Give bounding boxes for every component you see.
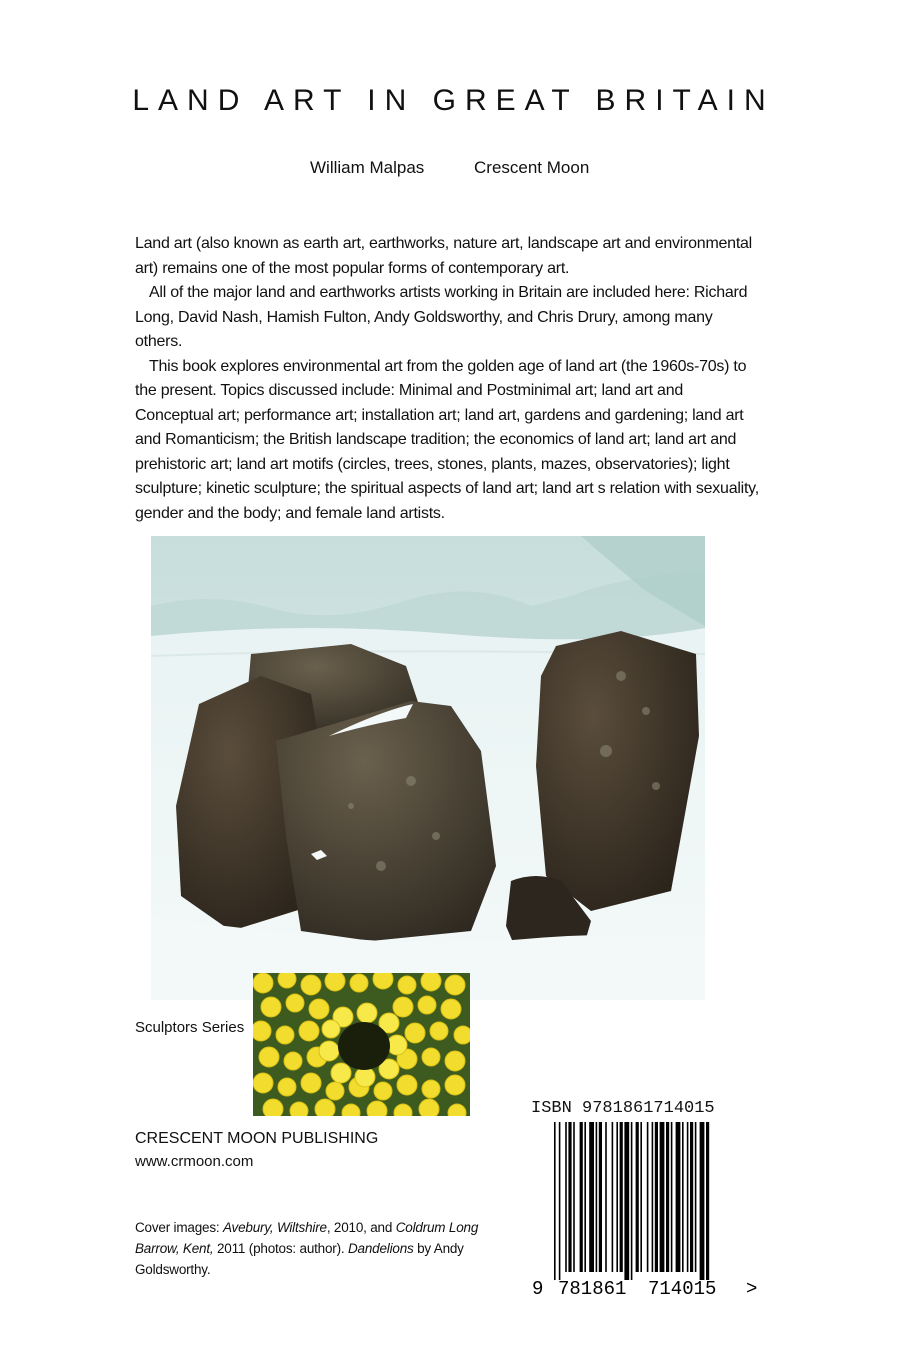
publisher-block-name: CRESCENT MOON PUBLISHING xyxy=(135,1130,379,1147)
series-label: Sculptors Series xyxy=(135,1019,245,1036)
credits-title: Dandelions xyxy=(348,1241,414,1256)
barcode-digit-lead: 9 xyxy=(532,1278,544,1300)
isbn-label: ISBN 9781861714015 xyxy=(531,1099,715,1118)
publisher-name: Crescent Moon xyxy=(474,158,590,177)
blurb-paragraph: Land art (also known as earth art, earthworks, nature art, landscape art and environmental art) remains one of the most popular forms of contemporary art. xyxy=(135,235,752,277)
blurb-paragraph: All of the major land and earthworks artists working in Britain are included here: Richard Long, David Nash, Hamish Fulton, Andy Goldsworthy, and Chris Drury, among many others. xyxy=(135,284,748,350)
credits-title: Coldrum Long Barrow, Kent, xyxy=(135,1220,479,1256)
barcode-end-marker: > xyxy=(746,1278,758,1300)
isbn-barcode xyxy=(530,1120,770,1300)
credits-text: , 2010, and xyxy=(326,1220,396,1235)
credits-text: 2011 (photos: author). xyxy=(213,1241,348,1256)
credits-text: Cover images: xyxy=(135,1220,223,1235)
dandelions-photo xyxy=(253,973,470,1116)
standing-stones-photo xyxy=(151,536,705,1000)
publisher-url[interactable]: www.crmoon.com xyxy=(135,1153,254,1170)
credits-text: by Andy Goldsworthy. xyxy=(135,1241,464,1277)
barcode-digits-left: 781861 xyxy=(558,1278,627,1300)
blurb xyxy=(135,232,760,526)
author-name: William Malpas xyxy=(310,158,425,177)
cover-credits xyxy=(135,1217,495,1280)
book-title: LAND ART IN GREAT BRITAIN xyxy=(132,84,775,117)
blurb-paragraph: This book explores environmental art from the golden age of land art (the 1960s-70s) to the present. Topics discussed include: Minimal and Postminimal art; land art and Conceptual art; performance art; installation art; land art, gardens and gardening; land art and Romanticism; the British landscape tradition; the economics of land art; land art and prehistoric art; land art motifs (circles, trees, stones, plants, mazes, observatories); light sculpture; kinetic sculpture; the spiritual aspects of land art; land art s relation with sexuality, gender and the body; and female land artists. xyxy=(135,357,759,522)
credits-title: Avebury, Wiltshire xyxy=(222,1220,327,1235)
barcode-digits-right: 714015 xyxy=(648,1278,717,1300)
